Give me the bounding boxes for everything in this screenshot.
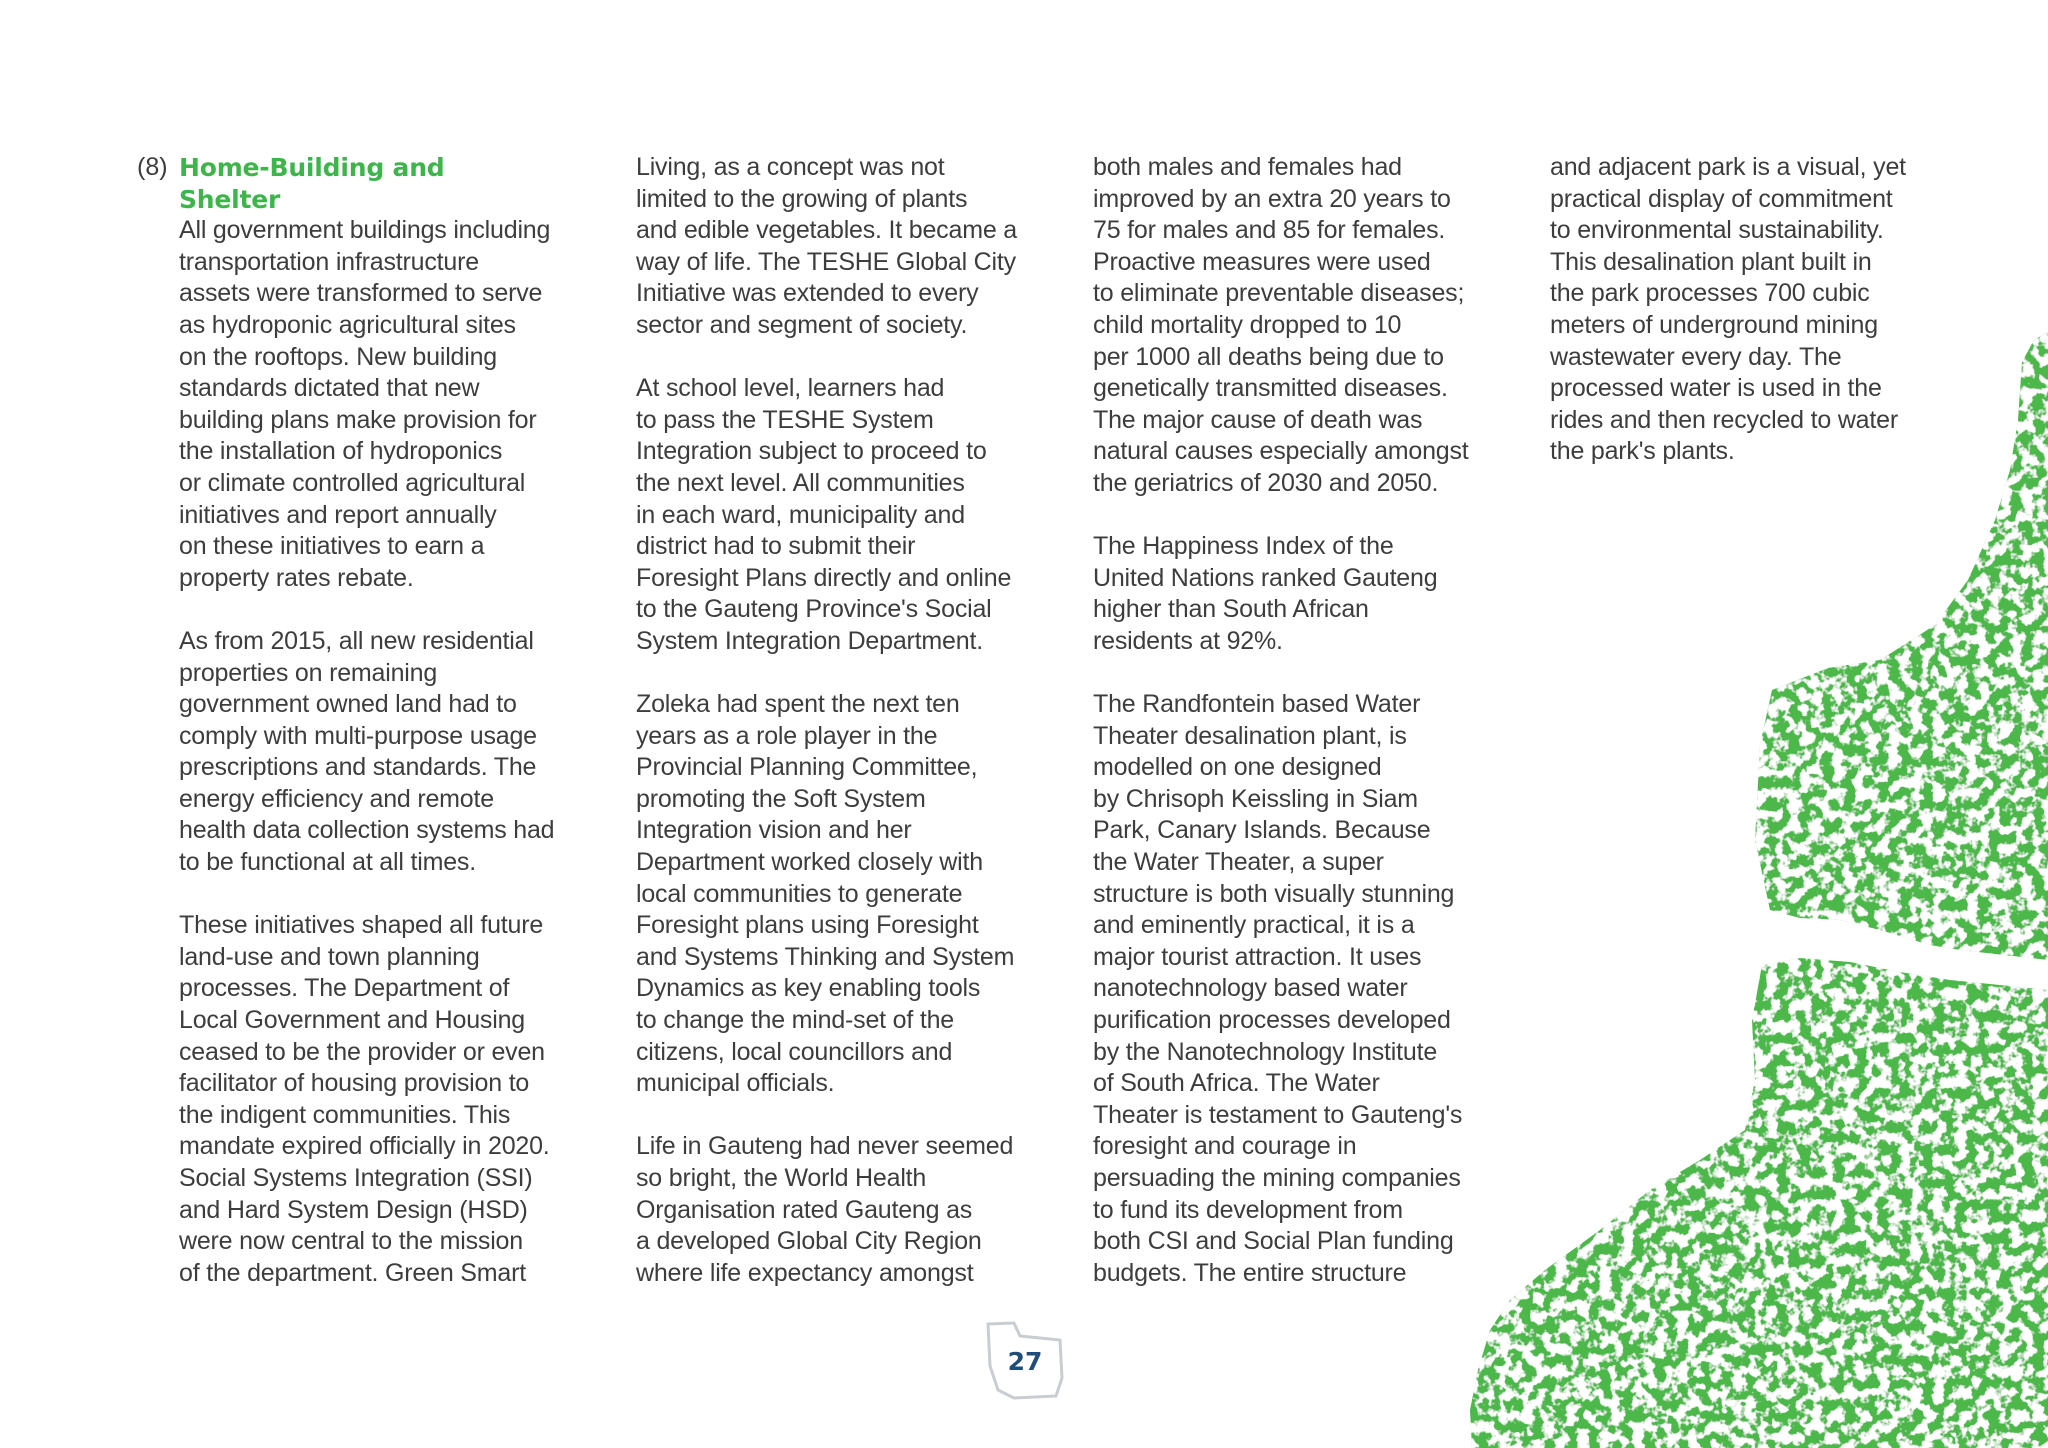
paragraph: The Happiness Index of the United Nations ranked Gauteng higher than South African residents at 92%.	[1093, 532, 1438, 655]
paragraph: The Randfontein based Water Theater desalination plant, is modelled on one designed by Chrisoph Keissling in Siam Park, Canary Islands. Because the Water Theater, a super structure is both visually stunning and eminently practical, it is a major tourist attraction. It uses nanotechnology based water purification processes developed by the Nanotechnology Institute of South Africa. The Water Theater is testament to Gauteng's foresight and courage in persuading the mining companies to fund its development from both CSI and Social Plan funding budgets. The entire structure	[1093, 690, 1463, 1287]
paragraph: At school level, learners had to pass the TESHE System Integration subject to proceed to the next level. All communities in each ward, municipality and district had to submit their Foresight Plans directly and online to the Gauteng Province's Social System Integration Department.	[636, 374, 1012, 655]
text-column-4	[1550, 152, 2000, 468]
paragraph: both males and females had improved by an extra 20 years to 75 for males and 85 for females. Proactive measures were used to eliminate preventable diseases; child mortality dropped to 10 per 1000 all deaths being due to genetically transmitted diseases. The major cause of death was natural causes especially amongst the geriatrics of 2030 and 2050.	[1093, 153, 1469, 497]
text-column-3	[1093, 152, 1543, 1289]
paragraph: Life in Gauteng had never seemed so bright, the World Health Organisation rated Gauteng as a developed Global City Region where life expectancy amongst	[636, 1132, 1014, 1287]
section-heading: Home-Building and Shelter	[179, 153, 445, 214]
paragraph: and adjacent park is a visual, yet practical display of commitment to environmental sustainability. This desalination plant built in the park processes 700 cubic meters of underground mining wastewater every day. The processed water is used in the rides and then recycled to water the park's plants.	[1550, 153, 1906, 466]
text-column-2	[636, 152, 1086, 1289]
paragraph: Living, as a concept was not limited to the growing of plants and edible vegetables. It became a way of life. The TESHE Global City Initiative was extended to every sector and segment of society.	[636, 153, 1017, 339]
paragraph: All government buildings including transportation infrastructure assets were transformed to serve as hydroponic agricultural sites on the rooftops. New building standards dictated that new building plans make provision for the installation of hydroponics or climate controlled agricultural initiatives and report annually on these initiatives to earn a property rates rebate.	[179, 216, 551, 592]
text-column-1	[179, 152, 599, 1289]
paragraph: Zoleka had spent the next ten years as a role player in the Provincial Planning Committee, promoting the Soft System Integration vision and her Department worked closely with local communities to generate Foresight plans using Foresight and Systems Thinking and System Dynamics as key enabling tools to change the mind-set of the citizens, local councillors and municipal officials.	[636, 690, 1015, 1098]
paragraph: As from 2015, all new residential properties on remaining government owned land had to comply with multi-purpose usage prescriptions and standards. The energy efficiency and remote health data collection systems had to be functional at all times.	[179, 626, 555, 877]
paragraph: These initiatives shaped all future land-use and town planning processes. The Department of Local Government and Housing ceased to be the provider or even facilitator of housing provision to the indigent communities. This mandate expired officially in 2020. Social Systems Integration (SSI) and Hard System Design (HSD) were now central to the mission of the department. Green Smart	[179, 911, 550, 1287]
map-lower-segment	[1470, 958, 2048, 1448]
section-number: (8)	[137, 153, 168, 181]
page-number: 27	[1007, 1347, 1043, 1376]
